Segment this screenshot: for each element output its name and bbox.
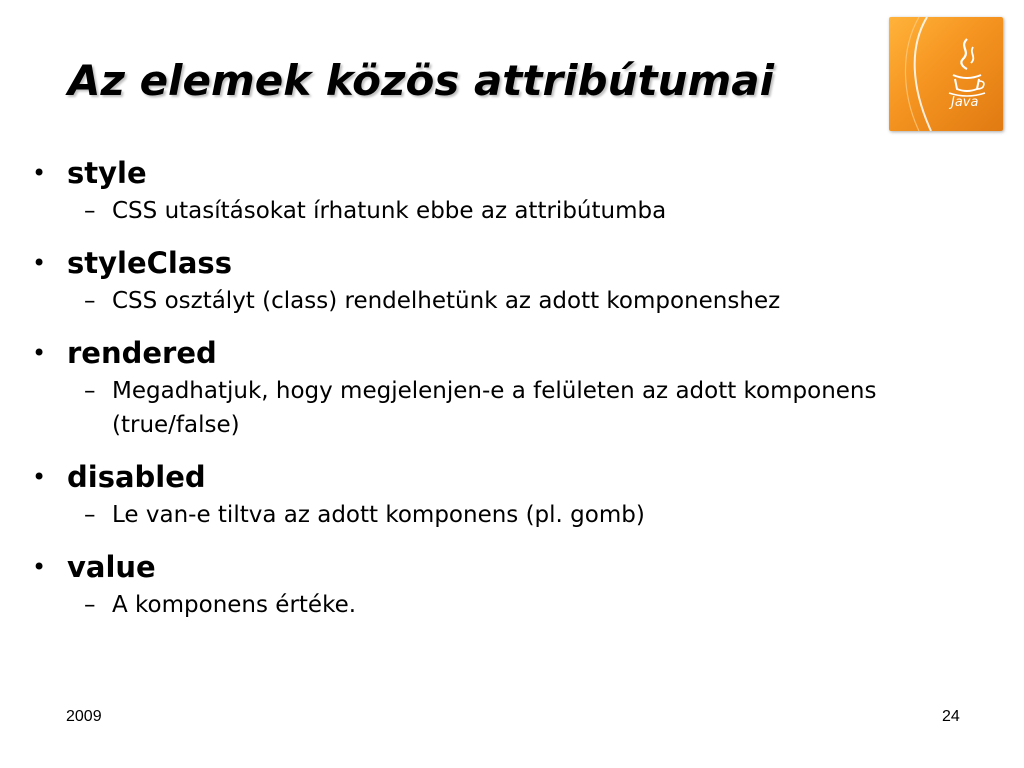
footer-year: 2009 — [66, 708, 102, 725]
item-description: Megadhatjuk, hogy megjelenjen-e a felületen az adott komponens (true/false) — [112, 378, 877, 438]
java-logo-text: Java — [951, 95, 979, 110]
item-term: style — [67, 156, 147, 190]
bullet-list — [30, 152, 990, 636]
item-description: CSS utasításokat írhatunk ebbe az attribútumba — [112, 198, 667, 224]
list-item-style — [30, 152, 990, 228]
dash-icon: – — [84, 378, 96, 404]
bullet-icon: • — [32, 339, 47, 367]
bullet-icon: • — [32, 249, 47, 277]
item-term: disabled — [67, 460, 206, 494]
item-term: rendered — [67, 336, 217, 370]
java-logo-icon — [889, 17, 1003, 131]
dash-icon: – — [84, 592, 96, 618]
dash-icon: – — [84, 288, 96, 314]
bullet-icon: • — [32, 553, 47, 581]
item-term: styleClass — [67, 246, 232, 280]
dash-icon: – — [84, 198, 96, 224]
item-description: CSS osztályt (class) rendelhetünk az adott komponenshez — [112, 288, 781, 314]
bullet-icon: • — [32, 159, 47, 187]
item-description: A komponens értéke. — [112, 592, 357, 618]
list-item-disabled — [30, 456, 990, 532]
bullet-icon: • — [32, 463, 47, 491]
list-item-rendered — [30, 332, 990, 442]
slide-title: Az elemek közös attribútumai — [68, 56, 775, 105]
dash-icon: – — [84, 502, 96, 528]
list-item-value — [30, 546, 990, 622]
item-term: value — [67, 550, 156, 584]
java-logo-graphic — [889, 17, 1003, 131]
item-description: Le van-e tiltva az adott komponens (pl. gomb) — [112, 502, 645, 528]
list-item-styleclass — [30, 242, 990, 318]
page-number: 24 — [942, 708, 960, 725]
